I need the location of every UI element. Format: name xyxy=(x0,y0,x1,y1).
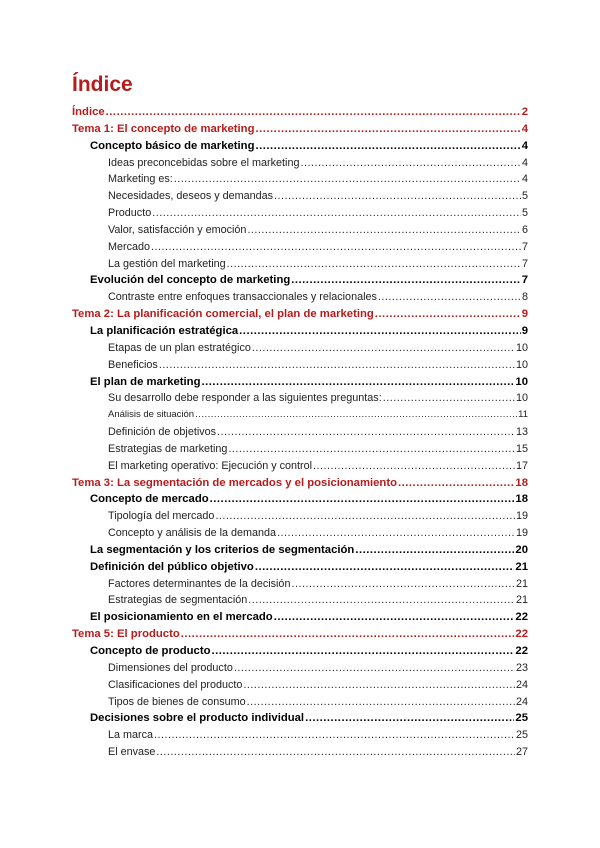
toc-dot-leader xyxy=(398,475,514,492)
toc-entry-page: 4 xyxy=(521,173,528,186)
toc-entry-label: Concepto básico de marketing xyxy=(90,139,255,152)
toc-entry-page: 6 xyxy=(521,223,528,236)
toc-entry[interactable] xyxy=(72,357,528,374)
toc-entry[interactable] xyxy=(72,542,528,559)
toc-dot-leader xyxy=(215,508,515,525)
toc-dot-leader xyxy=(305,710,514,727)
toc-entry[interactable] xyxy=(72,626,528,643)
toc-dot-leader xyxy=(247,694,515,711)
toc-dot-leader xyxy=(228,441,515,458)
toc-entry-page: 7 xyxy=(521,257,528,270)
toc-entry[interactable] xyxy=(72,424,528,441)
toc-entry-label: El marketing operativo: Ejecución y control xyxy=(108,459,313,472)
toc-entry[interactable] xyxy=(72,407,528,424)
toc-entry-label: Tipología del mercado xyxy=(108,510,215,523)
toc-entry-label: Definición del público objetivo xyxy=(90,560,254,573)
toc-entry-label: Beneficios xyxy=(108,358,158,371)
toc-dot-leader xyxy=(174,171,521,188)
toc-entry-page: 21 xyxy=(515,560,528,573)
toc-entry-page: 5 xyxy=(521,207,528,220)
toc-entry-label: Valor, satisfacción y emoción xyxy=(108,223,247,236)
toc-dot-leader xyxy=(234,660,515,677)
toc-entry[interactable] xyxy=(72,205,528,222)
toc-entry-page: 27 xyxy=(515,746,528,759)
toc-entry-label: Tipos de bienes de consumo xyxy=(108,695,246,708)
toc-entry[interactable] xyxy=(72,272,528,289)
toc-entry-page: 21 xyxy=(515,577,528,590)
page-title: Índice xyxy=(72,73,133,96)
toc-dot-leader xyxy=(291,272,520,289)
toc-entry-page: 24 xyxy=(515,678,528,691)
toc-dot-leader xyxy=(313,458,515,475)
toc-entry[interactable] xyxy=(72,559,528,576)
toc-entry[interactable] xyxy=(72,441,528,458)
toc-entry-label: Índice xyxy=(72,106,105,118)
toc-entry-label: Concepto de producto xyxy=(90,645,211,657)
toc-entry[interactable] xyxy=(72,592,528,609)
toc-entry-label: Contraste entre enfoques transaccionales y relacionales xyxy=(108,291,377,304)
toc-entry-label: El posicionamiento en el mercado xyxy=(90,611,273,624)
toc-entry[interactable] xyxy=(72,340,528,357)
toc-entry-label: Etapas de un plan estratégico xyxy=(108,341,251,354)
toc-dot-leader xyxy=(274,188,521,205)
toc-entry-page: 2 xyxy=(521,106,528,118)
toc-entry[interactable] xyxy=(72,289,528,306)
toc-entry[interactable] xyxy=(72,694,528,711)
toc-entry-page: 4 xyxy=(521,156,528,169)
toc-dot-leader xyxy=(227,256,521,273)
toc-entry-label: Decisiones sobre el producto individual xyxy=(90,712,305,725)
toc-entry-label: Mercado xyxy=(108,240,151,253)
toc-entry-label: Marketing es: xyxy=(108,173,173,186)
toc-entry-label: Su desarrollo debe responder a las siguientes preguntas: xyxy=(108,392,382,405)
toc-entry[interactable] xyxy=(72,525,528,542)
toc-entry-page: 22 xyxy=(515,628,528,641)
toc-dot-leader xyxy=(255,121,520,138)
toc-entry-label: Producto xyxy=(108,207,152,220)
toc-dot-leader xyxy=(217,424,515,441)
toc-entry-label: Factores determinantes de la decisión xyxy=(108,577,291,590)
toc-entry-label: Necesidades, deseos y demandas xyxy=(108,190,274,203)
toc-dot-leader xyxy=(375,306,521,323)
toc-entry-label: Ideas preconcebidas sobre el marketing xyxy=(108,156,300,169)
toc-entry[interactable] xyxy=(72,727,528,744)
toc-dot-leader xyxy=(151,239,521,256)
toc-entry-label: Estrategias de segmentación xyxy=(108,594,248,607)
toc-dot-leader xyxy=(159,357,515,374)
toc-entry-page: 10 xyxy=(515,375,528,388)
toc-entry-page: 9 xyxy=(521,324,528,337)
toc-entry[interactable] xyxy=(72,643,528,660)
toc-entry-page: 9 xyxy=(521,308,528,321)
toc-dot-leader xyxy=(181,626,515,643)
toc-dot-leader xyxy=(239,323,521,340)
toc-entry-label: La gestión del marketing xyxy=(108,257,226,270)
toc-entry-label: La marca xyxy=(108,729,154,742)
toc-entry-label: Concepto y análisis de la demanda xyxy=(108,527,277,540)
toc-entry[interactable] xyxy=(72,458,528,475)
toc-dot-leader xyxy=(252,340,515,357)
toc-entry[interactable] xyxy=(72,323,528,340)
toc-dot-leader xyxy=(383,390,515,407)
toc-entry-page: 7 xyxy=(521,240,528,253)
toc-entry[interactable] xyxy=(72,744,528,761)
toc-entry-label: La planificación estratégica xyxy=(90,324,239,337)
toc-entry-label: Análisis de situación xyxy=(108,409,195,421)
toc-entry[interactable] xyxy=(72,155,528,172)
toc-dot-leader xyxy=(277,525,515,542)
toc-entry[interactable] xyxy=(72,306,528,323)
toc-dot-leader xyxy=(355,542,514,559)
toc-entry[interactable] xyxy=(72,576,528,593)
toc-entry-page: 5 xyxy=(521,190,528,203)
table-of-contents xyxy=(72,104,528,761)
toc-entry[interactable] xyxy=(72,188,528,205)
toc-entry-page: 24 xyxy=(515,695,528,708)
toc-dot-leader xyxy=(210,491,515,508)
toc-entry-page: 19 xyxy=(515,527,528,540)
toc-dot-leader xyxy=(154,727,515,744)
toc-entry-label: Dimensiones del producto xyxy=(108,661,233,674)
toc-entry[interactable] xyxy=(72,256,528,273)
toc-entry-page: 4 xyxy=(521,122,528,135)
toc-entry-page: 25 xyxy=(515,729,528,742)
toc-entry[interactable] xyxy=(72,491,528,508)
toc-entry-page: 11 xyxy=(518,409,528,421)
toc-entry-label: Tema 1: El concepto de marketing xyxy=(72,122,255,135)
toc-entry[interactable] xyxy=(72,104,528,121)
toc-entry-label: El envase xyxy=(108,746,156,759)
toc-entry[interactable] xyxy=(72,390,528,407)
toc-entry-page: 19 xyxy=(515,510,528,523)
toc-dot-leader xyxy=(248,592,515,609)
toc-entry-label: Evolución del concepto de marketing xyxy=(90,274,291,287)
toc-entry-page: 8 xyxy=(521,291,528,304)
toc-dot-leader xyxy=(156,744,515,761)
toc-dot-leader xyxy=(274,609,515,626)
toc-dot-leader xyxy=(212,643,515,660)
toc-dot-leader xyxy=(243,677,515,694)
toc-entry-page: 22 xyxy=(515,645,528,657)
toc-entry-label: El plan de marketing xyxy=(90,375,201,388)
toc-entry-page: 10 xyxy=(515,358,528,371)
toc-entry-label: Tema 5: El producto xyxy=(72,628,180,641)
toc-dot-leader xyxy=(378,289,521,306)
toc-entry-label: Definición de objetivos xyxy=(108,426,217,439)
toc-entry-page: 4 xyxy=(521,139,528,152)
toc-entry[interactable] xyxy=(72,710,528,727)
toc-entry-page: 22 xyxy=(515,611,528,624)
toc-entry-page: 13 xyxy=(515,426,528,439)
toc-entry-page: 20 xyxy=(515,543,528,556)
toc-entry[interactable] xyxy=(72,508,528,525)
toc-entry-page: 21 xyxy=(515,594,528,607)
toc-entry-page: 15 xyxy=(515,442,528,455)
toc-entry[interactable] xyxy=(72,475,528,492)
toc-entry-label: Concepto de mercado xyxy=(90,493,209,506)
toc-dot-leader xyxy=(106,104,521,121)
toc-entry[interactable] xyxy=(72,609,528,626)
toc-entry-label: Estrategias de marketing xyxy=(108,442,228,455)
toc-entry[interactable] xyxy=(72,222,528,239)
toc-entry[interactable] xyxy=(72,660,528,677)
toc-entry[interactable] xyxy=(72,121,528,138)
toc-entry-label: La segmentación y los criterios de segmentación xyxy=(90,543,355,556)
toc-entry-page: 10 xyxy=(515,341,528,354)
toc-entry[interactable] xyxy=(72,677,528,694)
toc-entry-page: 7 xyxy=(521,274,528,287)
toc-dot-leader xyxy=(247,222,521,239)
toc-dot-leader xyxy=(202,374,515,391)
toc-dot-leader xyxy=(300,155,521,172)
toc-dot-leader xyxy=(291,576,515,593)
toc-entry[interactable] xyxy=(72,239,528,256)
toc-dot-leader xyxy=(255,138,520,155)
toc-entry-label: Tema 3: La segmentación de mercados y el posicionamiento xyxy=(72,476,397,489)
toc-dot-leader xyxy=(195,407,517,424)
toc-dot-leader xyxy=(255,559,515,576)
toc-entry-page: 23 xyxy=(515,661,528,674)
toc-entry-page: 25 xyxy=(515,712,528,725)
toc-entry-page: 18 xyxy=(515,493,528,506)
toc-entry-page: 10 xyxy=(515,392,528,405)
toc-dot-leader xyxy=(152,205,521,222)
toc-entry-label: Tema 2: La planificación comercial, el plan de marketing xyxy=(72,308,374,321)
toc-entry[interactable] xyxy=(72,374,528,391)
toc-entry[interactable] xyxy=(72,138,528,155)
toc-entry-label: Clasificaciones del producto xyxy=(108,678,243,691)
toc-entry-page: 17 xyxy=(515,459,528,472)
toc-entry[interactable] xyxy=(72,171,528,188)
toc-entry-page: 18 xyxy=(515,476,528,489)
